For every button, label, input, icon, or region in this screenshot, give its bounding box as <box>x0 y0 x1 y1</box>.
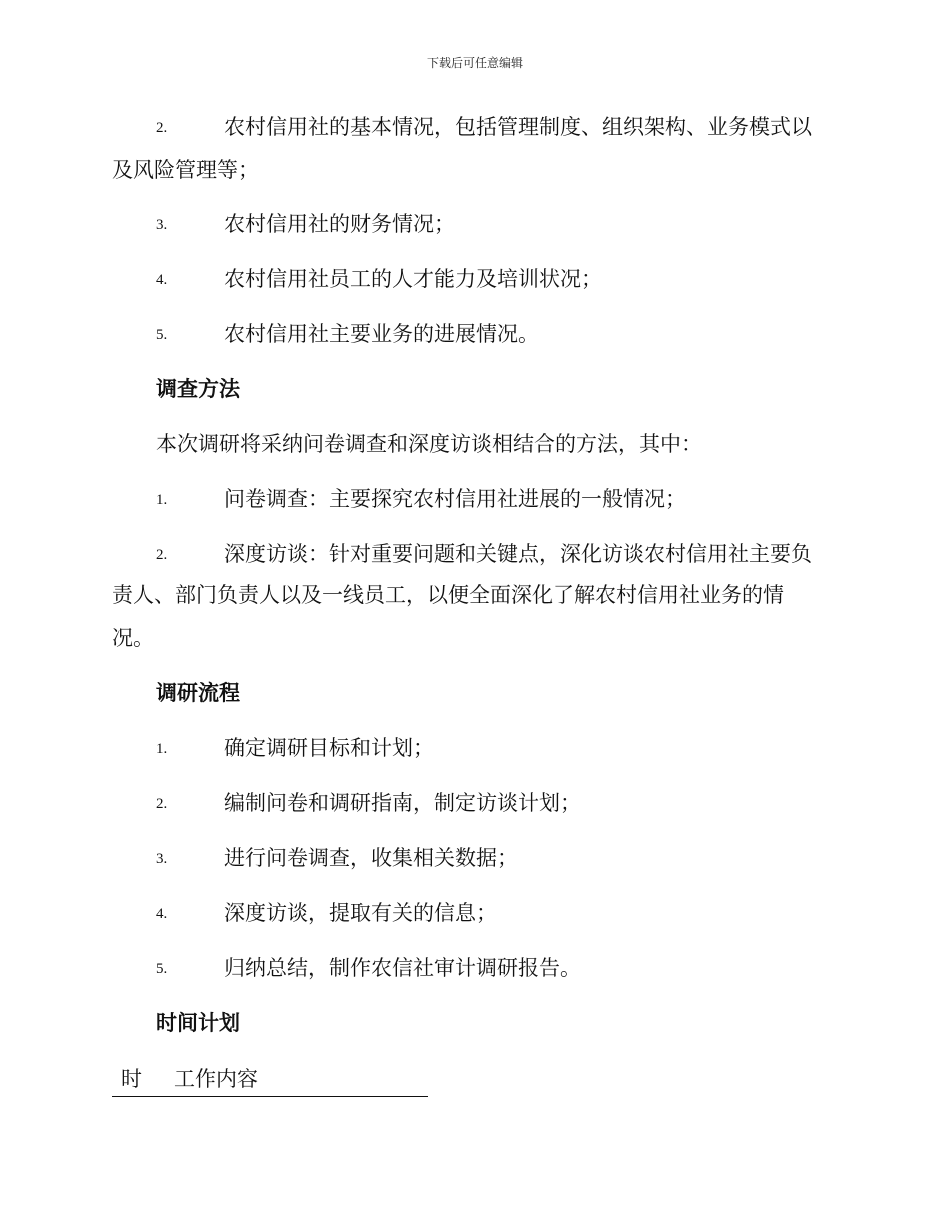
list-item-text: 编制问卷和调研指南，制定访谈计划； <box>224 791 581 815</box>
table-header-time: 时 <box>121 1067 142 1091</box>
list-item-text-continued: 及风险管理等； <box>112 158 259 182</box>
list-number: 2. <box>156 547 168 563</box>
list-item-text-continued: 责人、部门负责人以及一线员工，以便全面深化了解农村信用社业务的情 <box>112 583 784 607</box>
table-header-work-content: 工作内容 <box>174 1067 258 1091</box>
list-item-text: 进行问卷调查，收集相关数据； <box>224 846 518 870</box>
list-item-text: 农村信用社员工的人才能力及培训状况； <box>224 267 602 291</box>
list-number: 2. <box>156 120 168 136</box>
method-intro: 本次调研将采纳问卷调查和深度访谈相结合的方法，其中： <box>156 432 702 456</box>
page-header: 下载后可任意编辑 <box>426 56 523 70</box>
list-number: 3. <box>156 217 168 233</box>
list-number: 5. <box>156 327 168 343</box>
list-item-text-continued: 况。 <box>112 626 154 650</box>
list-number: 5. <box>156 961 168 977</box>
list-number: 2. <box>156 796 168 812</box>
list-number: 4. <box>156 906 168 922</box>
list-item-text: 确定调研目标和计划； <box>224 736 434 760</box>
list-number: 1. <box>156 741 168 757</box>
list-item-text: 农村信用社主要业务的进展情况。 <box>224 322 539 346</box>
list-number: 1. <box>156 492 168 508</box>
list-number: 4. <box>156 272 168 288</box>
schedule-table-header <box>112 1064 428 1097</box>
section-heading-method: 调查方法 <box>156 377 240 401</box>
list-item-text: 归纳总结，制作农信社审计调研报告。 <box>224 956 581 980</box>
list-item-text: 深度访谈，提取有关的信息； <box>224 901 497 925</box>
section-heading-schedule: 时间计划 <box>156 1011 240 1035</box>
list-item-text: 农村信用社的基本情况，包括管理制度、组织架构、业务模式以 <box>224 115 812 139</box>
list-item-text: 农村信用社的财务情况； <box>224 212 455 236</box>
list-number: 3. <box>156 851 168 867</box>
list-item-text: 问卷调查：主要探究农村信用社进展的一般情况； <box>224 487 686 511</box>
section-heading-process: 调研流程 <box>156 681 240 705</box>
list-item-text: 深度访谈：针对重要问题和关键点，深化访谈农村信用社主要负 <box>224 542 812 566</box>
